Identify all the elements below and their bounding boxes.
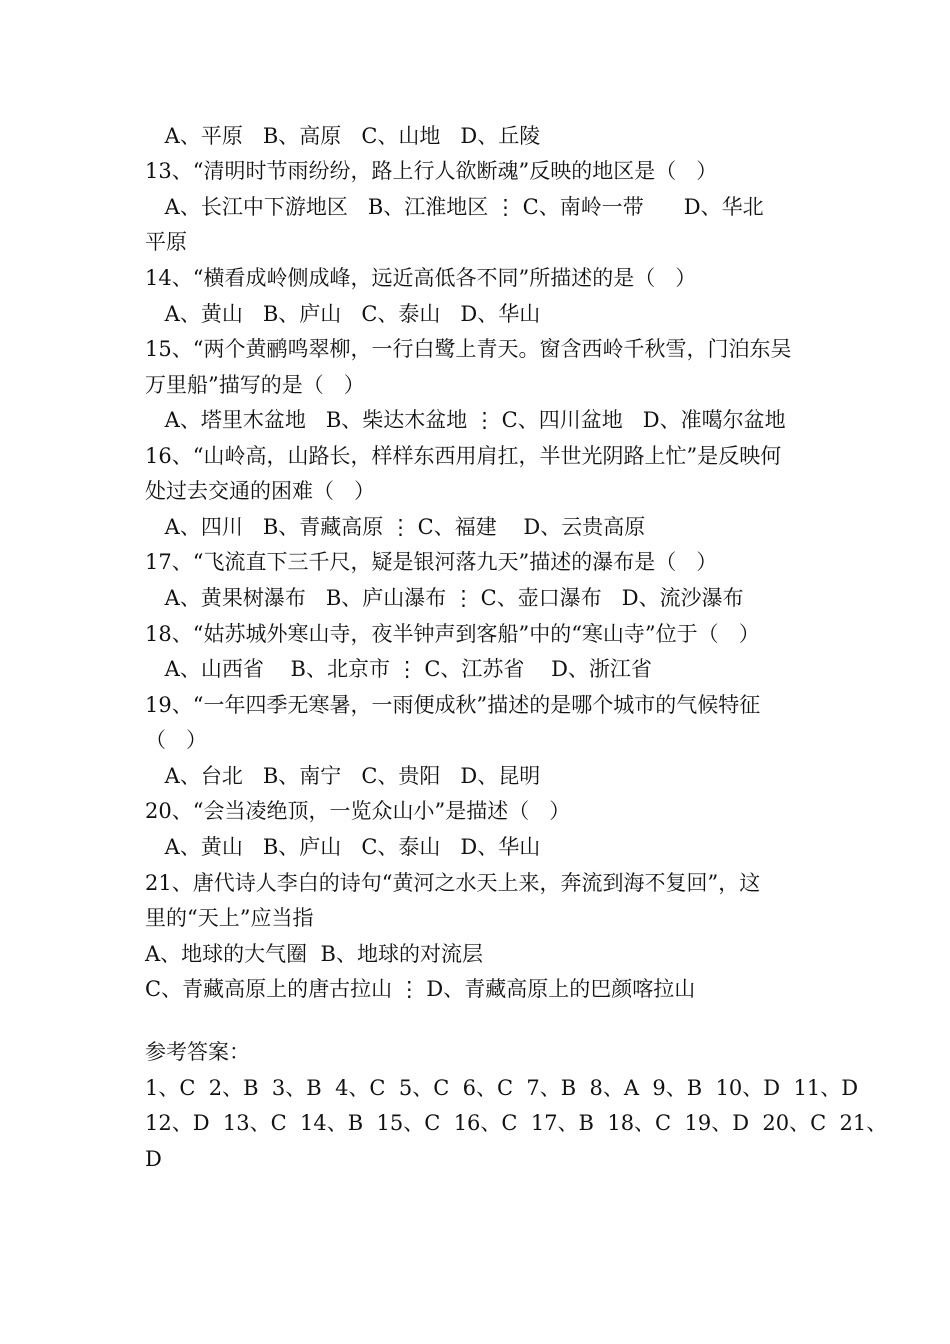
q18-options: A、山西省 B、北京市 ⋮ C、江苏省 D、浙江省 [158, 657, 652, 681]
q13-options-cont: 平原 [145, 230, 187, 254]
q17-question: 17、“飞流直下三千尺，疑是银河落九天”描述的瀑布是（ ） [145, 550, 718, 574]
q19-question-cont: （ ） [145, 728, 208, 752]
q16-question: 16、“山岭高，山路长，样样东西用肩扛，半世光阴路上忙”是反映何 [145, 444, 782, 468]
q20-question: 20、“会当凌绝顶，一览众山小”是描述（ ） [145, 799, 571, 823]
q17-options: A、黄果树瀑布 B、庐山瀑布 ⋮ C、壶口瀑布 D、流沙瀑布 [158, 586, 744, 610]
answers-heading: 参考答案： [145, 1040, 250, 1064]
q15-question: 15、“两个黄鹂鸣翠柳，一行白鹭上青天。窗含西岭千秋雪，门泊东吴 [145, 337, 792, 361]
q14-options: A、黄山 B、庐山 C、泰山 D、华山 [158, 302, 541, 326]
q21-options-ab: A、地球的大气圈 B、地球的对流层 [145, 942, 483, 966]
q19-question: 19、“一年四季无寒暑，一雨便成秋”描述的是哪个城市的气候特征 [145, 693, 761, 717]
q13-question: 13、“清明时节雨纷纷，路上行人欲断魂”反映的地区是（ ） [145, 159, 718, 183]
q16-question-cont: 处过去交通的困难（ ） [145, 479, 376, 503]
answers-line-1: 1、C 2、B 3、B 4、C 5、C 6、C 7、B 8、A 9、B 10、D 11、D [145, 1076, 859, 1100]
q16-options: A、四川 B、青藏高原 ⋮ C、福建 D、云贵高原 [158, 515, 646, 539]
answers-line-2: 12、D 13、C 14、B 15、C 16、C 17、B 18、C 19、D 20、C 21、 [145, 1111, 888, 1135]
q21-question: 21、唐代诗人李白的诗句“黄河之水天上来，奔流到海不复回”，这 [145, 871, 761, 895]
q21-question-cont: 里的“天上”应当指 [145, 906, 314, 930]
q20-options: A、黄山 B、庐山 C、泰山 D、华山 [158, 835, 541, 859]
answers-line-3: D [145, 1147, 162, 1171]
q15-question-cont: 万里船”描写的是（ ） [145, 373, 365, 397]
q15-options: A、塔里木盆地 B、柴达木盆地 ⋮ C、四川盆地 D、准噶尔盆地 [158, 408, 786, 432]
q21-options-cd: C、青藏高原上的唐古拉山 ⋮ D、青藏高原上的巴颜喀拉山 [145, 977, 696, 1001]
q18-question: 18、“姑苏城外寒山寺，夜半钟声到客船”中的“寒山寺”位于（ ） [145, 622, 760, 646]
q14-question: 14、“横看成岭侧成峰，远近高低各不同”所描述的是（ ） [145, 266, 697, 290]
q13-options: A、长江中下游地区 B、江淮地区 ⋮ C、南岭一带 D、华北 [158, 195, 764, 219]
q12-options: A、平原 B、高原 C、山地 D、丘陵 [158, 124, 541, 148]
q19-options: A、台北 B、南宁 C、贵阳 D、昆明 [158, 764, 541, 788]
